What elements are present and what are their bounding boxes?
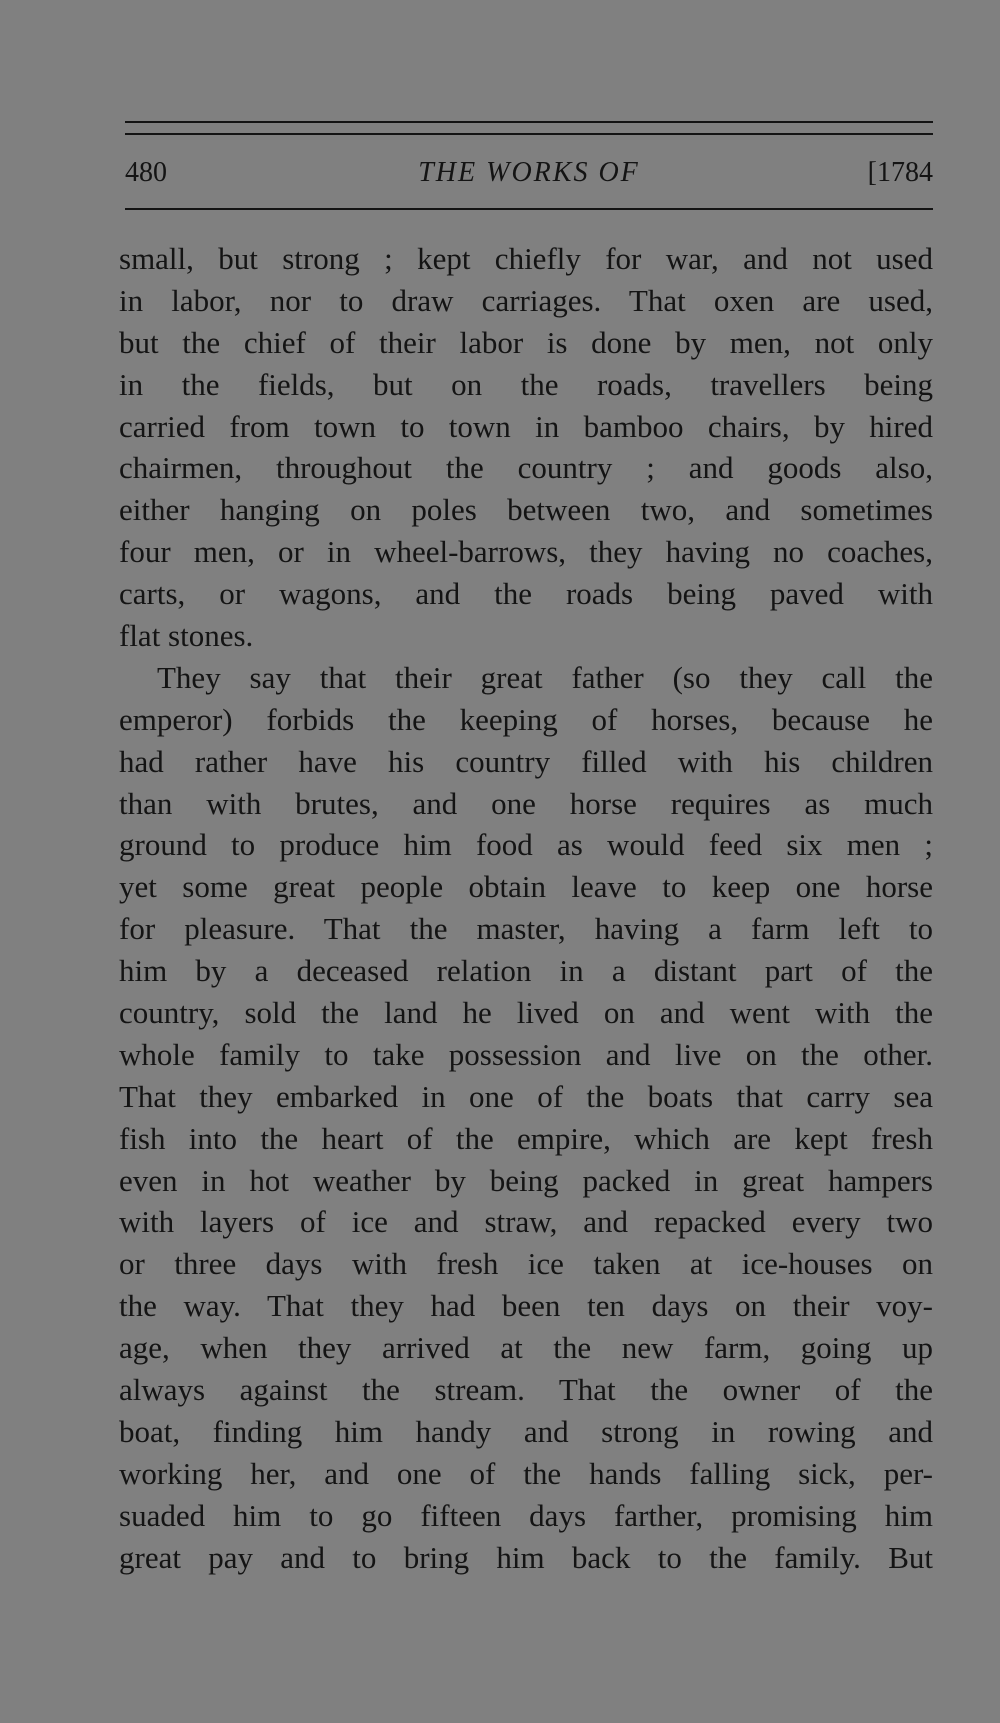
- page-number: 480: [125, 157, 167, 188]
- header-rule: [125, 208, 933, 210]
- text-line: for pleasure. That the master, having a farm left to: [119, 911, 933, 947]
- text-line: chairmen, throughout the country ; and goods also,: [119, 450, 933, 486]
- paragraph-2: [119, 657, 933, 1579]
- text-line: always against the stream. That the owner of the: [119, 1372, 933, 1408]
- text-line: carts, or wagons, and the roads being paved with: [119, 576, 933, 612]
- text-line: but the chief of their labor is done by men, not only: [119, 324, 933, 360]
- top-double-rule-lower: [125, 133, 933, 135]
- text-line: the way. That they had been ten days on their voy-: [119, 1288, 933, 1324]
- text-line: flat stones.: [119, 618, 254, 654]
- text-line: working her, and one of the hands falling sick, per-: [119, 1455, 933, 1491]
- text-line: in labor, nor to draw carriages. That oxen are used,: [119, 282, 933, 318]
- text-line: fish into the heart of the empire, which are kept fresh: [119, 1120, 933, 1156]
- text-line: country, sold the land he lived on and went with the: [119, 995, 933, 1031]
- text-line: four men, or in wheel-barrows, they having no coaches,: [119, 534, 933, 570]
- text-line: yet some great people obtain leave to keep one horse: [119, 869, 933, 905]
- text-line: ground to produce him food as would feed six men ;: [119, 827, 933, 863]
- text-line: small, but strong ; kept chiefly for war, and not used: [119, 241, 933, 276]
- top-double-rule-upper: [125, 121, 933, 123]
- text-line: age, when they arrived at the new farm, going up: [119, 1330, 933, 1366]
- text-line: That they embarked in one of the boats that carry sea: [119, 1078, 933, 1114]
- running-head: [125, 153, 933, 193]
- text-line: had rather have his country filled with his children: [119, 743, 933, 779]
- text-line: with layers of ice and straw, and repacked every two: [119, 1204, 933, 1240]
- text-line: him by a deceased relation in a distant part of the: [119, 953, 933, 989]
- running-title: THE WORKS OF: [418, 157, 640, 188]
- body-text: [119, 238, 933, 1579]
- text-line: in the fields, but on the roads, travellers being: [119, 366, 933, 402]
- text-line: even in hot weather by being packed in great hampers: [119, 1162, 933, 1198]
- text-line: great pay and to bring him back to the family. But: [119, 1539, 933, 1575]
- text-line: boat, finding him handy and strong in rowing and: [119, 1413, 933, 1449]
- text-line: They say that their great father (so they call the: [157, 659, 933, 695]
- text-line: carried from town to town in bamboo chairs, by hired: [119, 408, 933, 444]
- text-line: whole family to take possession and live on the other.: [119, 1036, 933, 1072]
- text-line: suaded him to go fifteen days farther, promising him: [119, 1497, 933, 1533]
- text-line: emperor) forbids the keeping of horses, because he: [119, 701, 933, 737]
- text-line: either hanging on poles between two, and sometimes: [119, 492, 933, 528]
- text-line: or three days with fresh ice taken at ice-houses on: [119, 1246, 933, 1282]
- running-year: [1784: [867, 157, 933, 188]
- paragraph-1: [119, 238, 933, 657]
- text-line: than with brutes, and one horse requires as much: [119, 785, 933, 821]
